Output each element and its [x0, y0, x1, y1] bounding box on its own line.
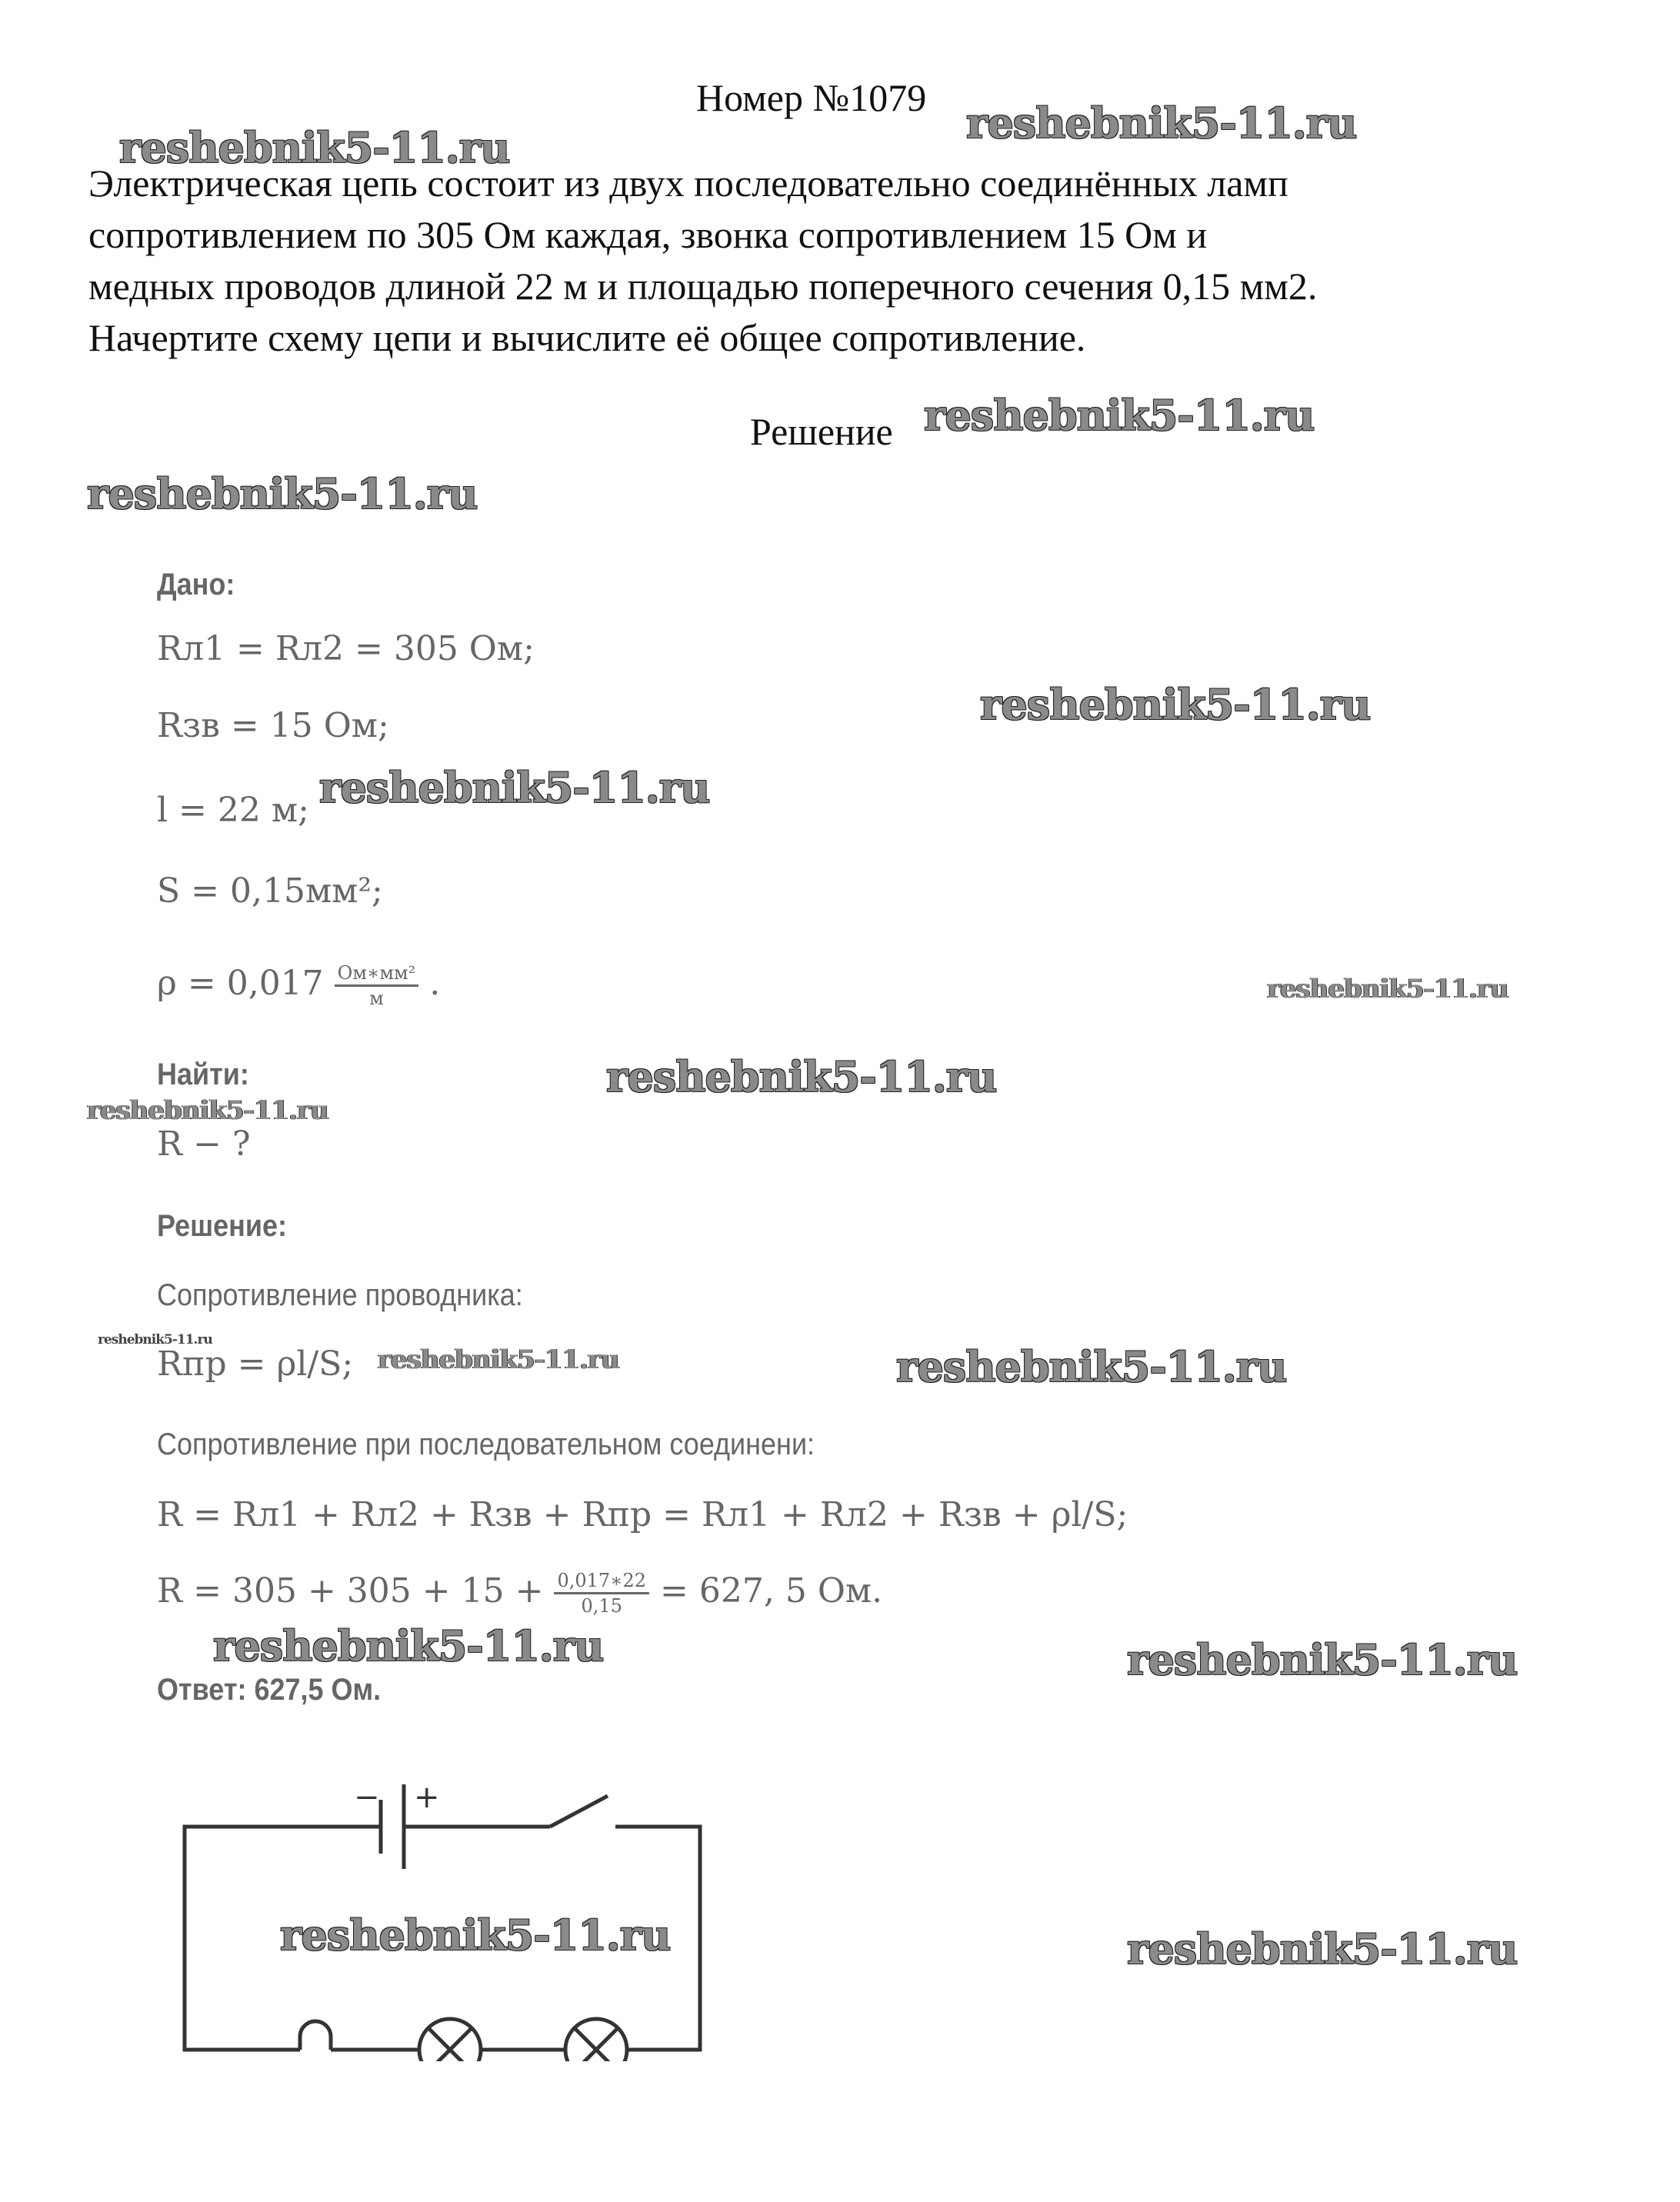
- watermark: reshebnik5-11.ru: [87, 1095, 328, 1126]
- solution-step-2: Сопротивление при последовательном соединени:: [157, 1427, 815, 1461]
- solution-heading: Решение: [750, 410, 893, 453]
- solution-step-1: Сопротивление проводника:: [157, 1278, 523, 1312]
- watermark: reshebnik5-11.ru: [280, 1911, 671, 1960]
- watermark: reshebnik5-11.ru: [119, 123, 510, 172]
- lamp-icon: [419, 2019, 481, 2061]
- find-label: Найти:: [157, 1058, 249, 1091]
- bell-icon: [300, 2021, 331, 2050]
- plus-label: +: [414, 1780, 440, 1815]
- watermark: reshebnik5-11.ru: [1267, 974, 1508, 1004]
- watermark: reshebnik5-11.ru: [980, 680, 1371, 729]
- watermark: reshebnik5-11.ru: [213, 1621, 604, 1671]
- formula-calculation: R = 305 + 305 + 15 + $\frac{0,017∗22}{0,15}$ = 627, 5 Ом.: [157, 1570, 883, 1617]
- watermark: reshebnik5-11.ru: [606, 1052, 997, 1101]
- watermark: reshebnik5-11.ru: [1127, 1924, 1518, 1974]
- formula-conductor: Rпр = ρl/S;: [157, 1344, 354, 1384]
- given-area: S = 0,15мм²;: [157, 871, 383, 911]
- watermark: reshebnik5-11.ru: [87, 469, 478, 518]
- problem-line: Начертите схему цепи и вычислите её общее сопротивление.: [88, 316, 1086, 359]
- lamp-icon: [565, 2019, 627, 2061]
- watermark: reshebnik5-11.ru: [378, 1344, 619, 1375]
- answer: Ответ: 627,5 Ом.: [157, 1673, 382, 1707]
- problem-line: Электрическая цепь состоит из двух последовательно соединённых ламп: [88, 162, 1288, 205]
- problem-line: медных проводов длиной 22 м и площадью поперечного сечения 0,15 мм2.: [88, 265, 1318, 308]
- watermark: reshebnik5-11.ru: [924, 391, 1315, 440]
- given-bell-resistance: Rзв = 15 Ом;: [157, 706, 389, 745]
- given-lamp-resistance: Rл1 = Rл2 = 305 Ом;: [157, 629, 535, 668]
- given-length: l = 22 м;: [157, 791, 309, 830]
- given-resistivity: ρ = 0,017 Ом∗мм² м .: [157, 962, 441, 1009]
- watermark: reshebnik5-11.ru: [966, 98, 1357, 148]
- given-label: Дано:: [157, 568, 235, 601]
- formula-series: R = Rл1 + Rл2 + Rзв + Rпр = Rл1 + Rл2 + Rзв + ρl/S;: [157, 1495, 1128, 1534]
- watermark: reshebnik5-11.ru: [98, 1332, 212, 1348]
- solution-label: Решение:: [157, 1209, 288, 1243]
- problem-number-title: Номер №1079: [696, 76, 927, 119]
- problem-statement: [88, 158, 1317, 364]
- switch-icon: [550, 1796, 608, 1827]
- find-value: R − ?: [157, 1124, 251, 1164]
- watermark: reshebnik5-11.ru: [896, 1342, 1287, 1391]
- minus-label: −: [354, 1780, 380, 1815]
- problem-line: сопротивлением по 305 Ом каждая, звонка сопротивлением 15 Ом и: [88, 213, 1208, 256]
- watermark: reshebnik5-11.ru: [319, 763, 710, 812]
- watermark: reshebnik5-11.ru: [1127, 1635, 1518, 1684]
